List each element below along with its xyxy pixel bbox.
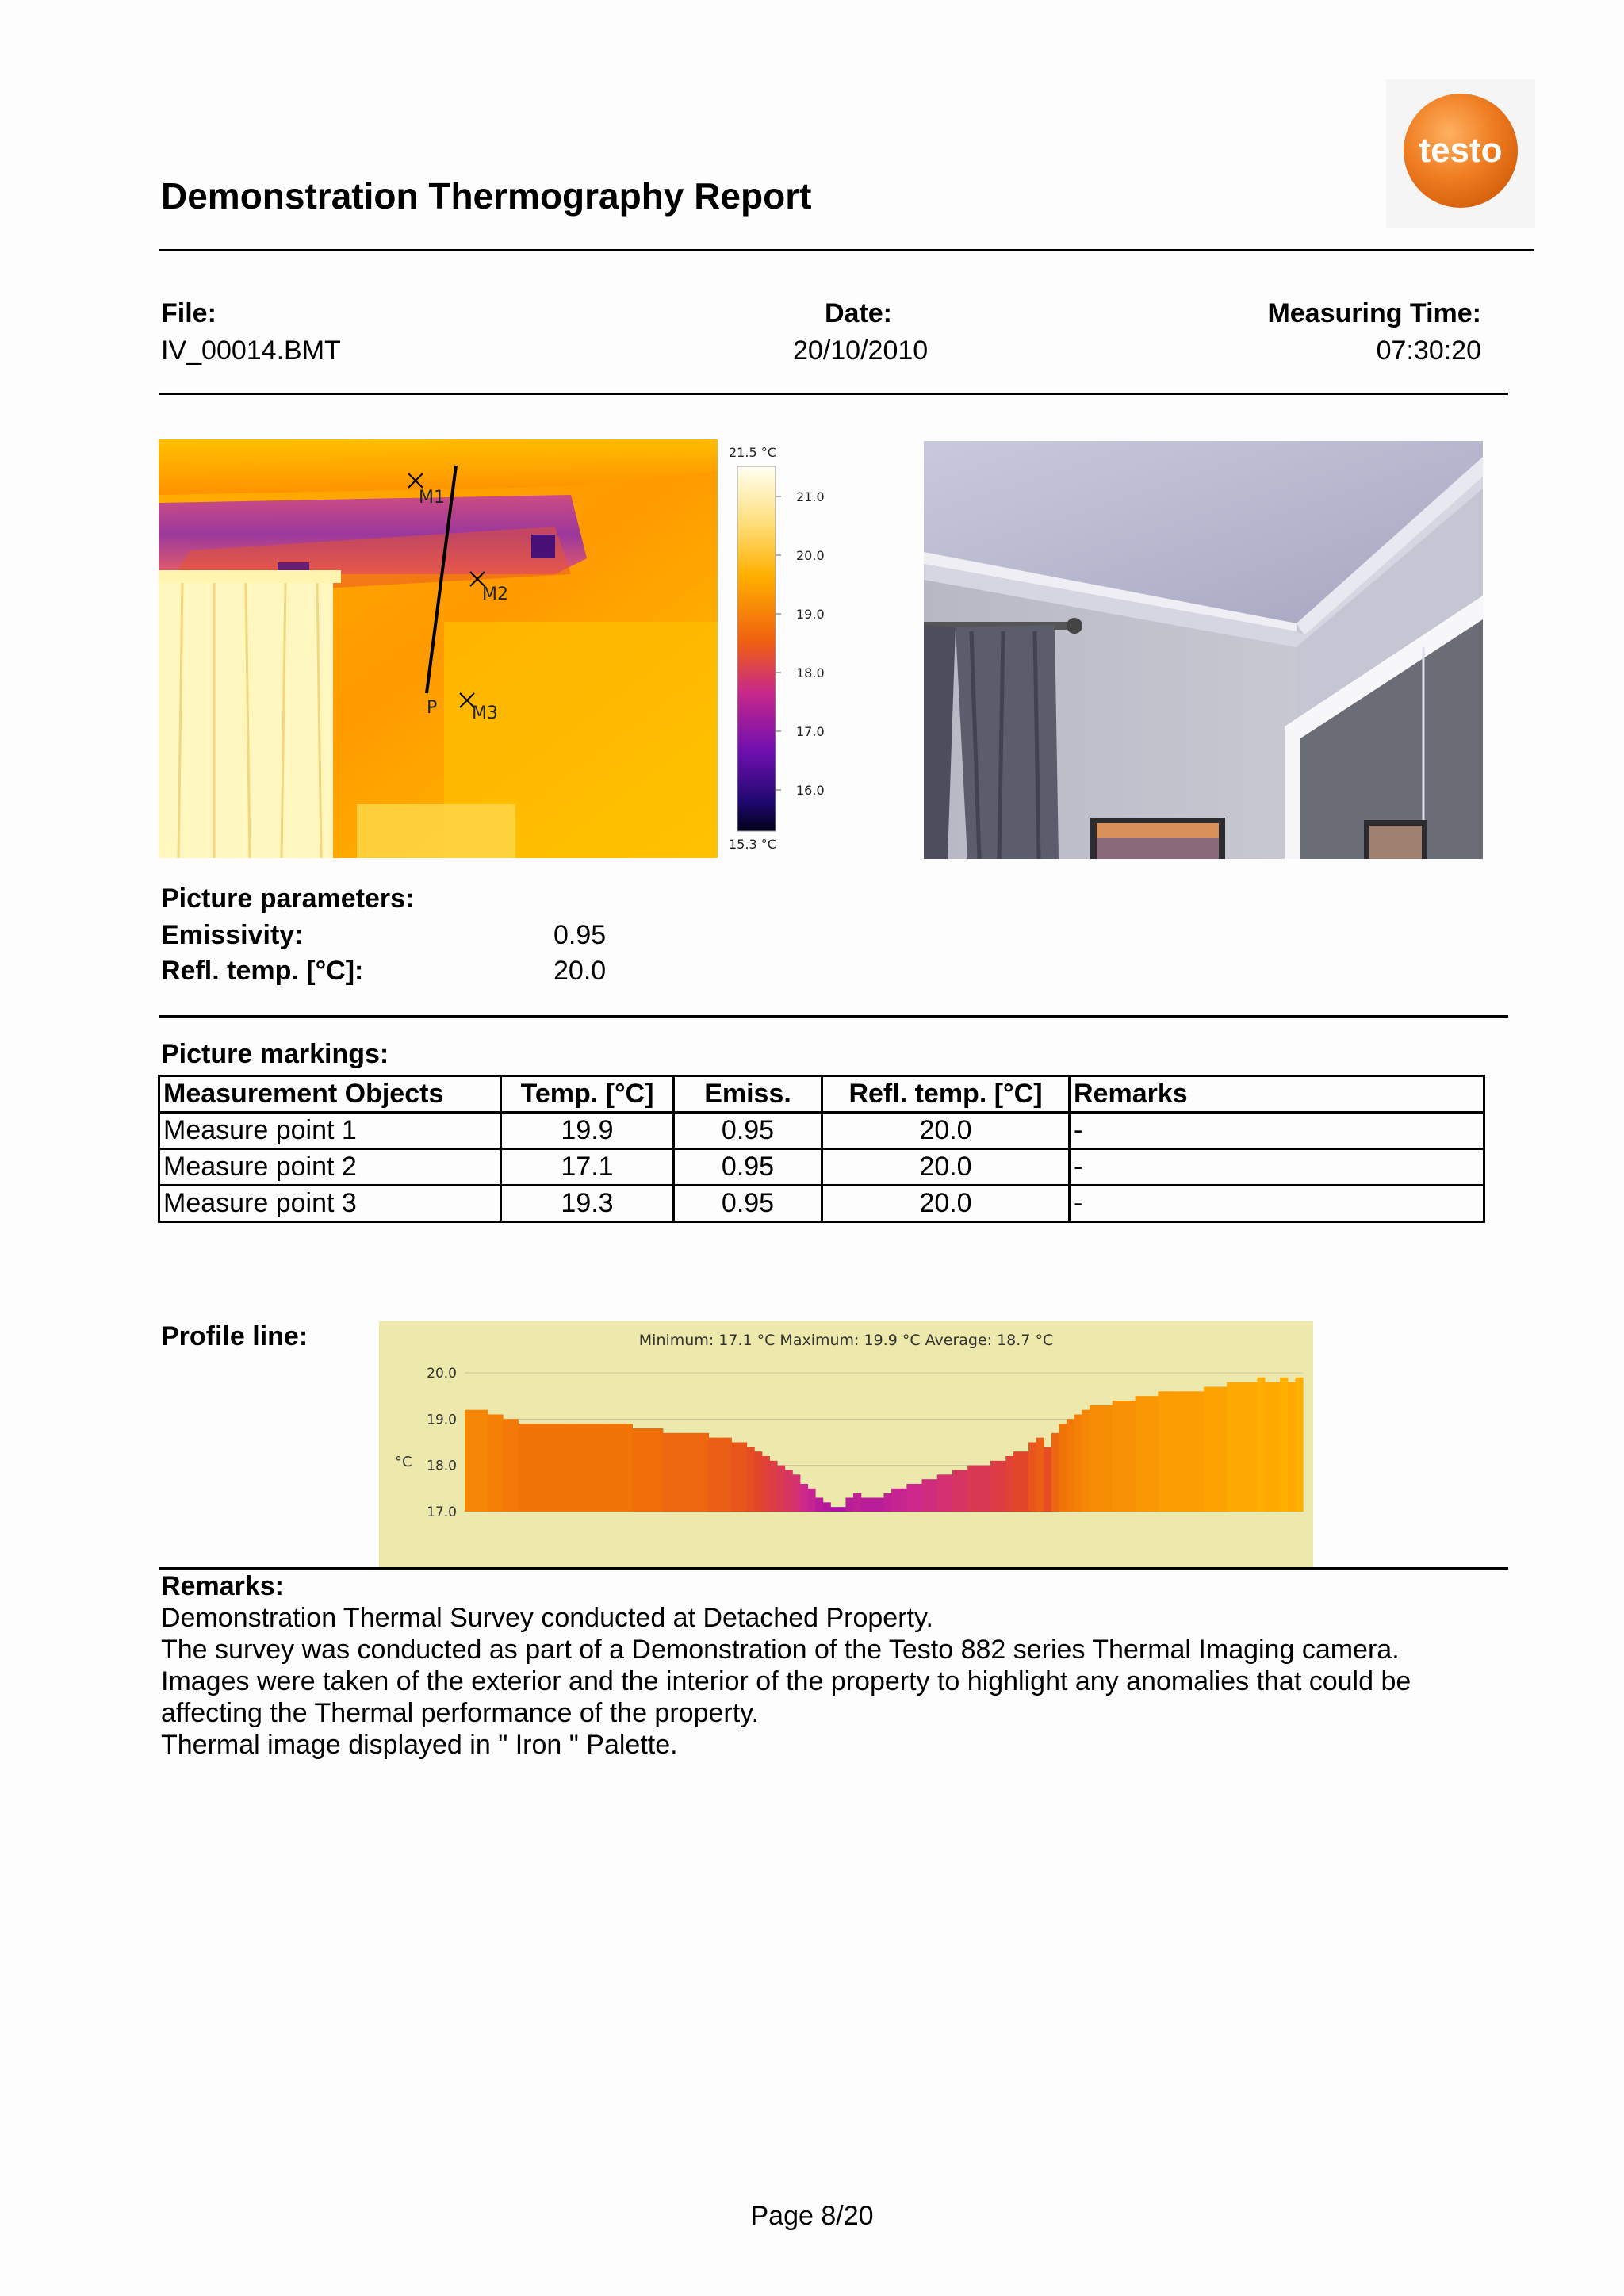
file-label: File: (161, 298, 216, 328)
markings-heading: Picture markings: (161, 1039, 389, 1069)
table-row (159, 1149, 1484, 1186)
profile-bar (678, 1433, 686, 1512)
profile-bar (876, 1498, 884, 1512)
scale-tick-16: 16.0 (796, 783, 825, 798)
profile-chart (379, 1321, 1313, 1567)
row3-emiss: 0.95 (674, 1186, 822, 1222)
file-value: IV_00014.BMT (161, 335, 341, 366)
profile-bar (1120, 1401, 1128, 1512)
date-label: Date: (824, 298, 893, 328)
remarks-line: The survey was conducted as part of a Demonstration of the Testo 882 series Thermal Imaging camera. (161, 1635, 1400, 1665)
table-row (159, 1113, 1484, 1149)
profile-bar (1273, 1382, 1281, 1512)
markings-table (158, 1075, 1485, 1223)
col-refl: Refl. temp. [°C] (822, 1076, 1070, 1113)
row1-object: Measure point 1 (159, 1113, 501, 1149)
chart-summary: Minimum: 17.1 °C Maximum: 19.9 °C Average: 18.7 °C (638, 1332, 1054, 1349)
profile-bar (1288, 1382, 1296, 1512)
color-scale (718, 439, 829, 858)
profile-bar (777, 1466, 785, 1512)
date-block (793, 298, 929, 366)
profile-bar (564, 1424, 572, 1512)
emissivity-label: Emissivity: (161, 920, 304, 950)
profile-bar (1265, 1382, 1273, 1512)
profile-bar (914, 1484, 922, 1512)
profile-bar (610, 1424, 618, 1512)
profile-bar (1036, 1438, 1044, 1512)
profile-bar (670, 1433, 678, 1512)
profile-bar (1074, 1415, 1082, 1512)
scale-tick-20: 20.0 (796, 548, 825, 563)
profile-bar (1166, 1391, 1174, 1512)
meta-rule (159, 393, 1508, 395)
col-temp: Temp. [°C] (501, 1076, 674, 1113)
profile-bar (800, 1484, 808, 1512)
row1-refl: 20.0 (822, 1113, 1070, 1149)
profile-bar (747, 1447, 755, 1512)
scale-tick-19: 19.0 (796, 607, 825, 622)
y-tick-label: 18.0 (427, 1458, 457, 1474)
scale-max-label: 21.5 °C (729, 445, 776, 460)
profile-bar (1044, 1447, 1051, 1512)
time-value: 07:30:20 (1376, 335, 1481, 366)
y-tick-label: 19.0 (427, 1412, 457, 1428)
row3-temp: 19.3 (501, 1186, 674, 1222)
profile-bar (1235, 1382, 1243, 1512)
profile-bar (830, 1507, 838, 1512)
profile-bar (1219, 1387, 1227, 1512)
profile-bar (625, 1424, 633, 1512)
profile-bar (617, 1424, 625, 1512)
profile-bar (815, 1498, 823, 1512)
testo-logo (1386, 79, 1535, 228)
profile-bar (838, 1507, 846, 1512)
profile-bar (731, 1443, 739, 1512)
remarks-block (161, 1570, 1509, 1761)
scale-tick-18: 18.0 (796, 665, 825, 680)
time-block (1267, 298, 1481, 366)
page-number: Page 8/20 (750, 2201, 874, 2231)
profile-bar (891, 1489, 899, 1512)
col-objects: Measurement Objects (159, 1076, 501, 1113)
header-rule (159, 249, 1534, 251)
profile-bar (518, 1424, 526, 1512)
y-tick-label: 17.0 (427, 1504, 457, 1520)
row3-remarks: - (1070, 1186, 1484, 1222)
profile-bar (960, 1470, 968, 1512)
thermal-image (159, 439, 718, 858)
scale-min-label: 15.3 °C (729, 837, 776, 852)
remarks-heading: Remarks: (161, 1571, 284, 1601)
profile-bar (465, 1410, 473, 1512)
profile-bar (572, 1424, 580, 1512)
profile-bar (762, 1456, 770, 1512)
row2-remarks: - (1070, 1149, 1484, 1186)
profile-bar (480, 1410, 488, 1512)
profile-bar (693, 1433, 701, 1512)
profile-bar (937, 1474, 945, 1512)
profile-bar (1028, 1443, 1036, 1512)
profile-bar (1136, 1396, 1143, 1512)
profile-bar (594, 1424, 602, 1512)
profile-bar (1189, 1391, 1197, 1512)
profile-bar (944, 1474, 952, 1512)
profile-bar (769, 1461, 777, 1512)
profile-bar (1013, 1451, 1021, 1512)
profile-bar (511, 1419, 519, 1512)
report-title: Demonstration Thermography Report (161, 175, 812, 217)
profile-bar (587, 1424, 595, 1512)
profile-bar (602, 1424, 610, 1512)
profile-bar (929, 1479, 937, 1512)
profile-bar (526, 1424, 534, 1512)
profile-bar (823, 1502, 831, 1512)
profile-bar (982, 1466, 990, 1512)
profile-bar (975, 1466, 983, 1512)
profile-bar (1067, 1419, 1074, 1512)
visual-photo (924, 441, 1483, 859)
profile-bar (1242, 1382, 1250, 1512)
profile-bar (845, 1498, 853, 1512)
logo-text: testo (1419, 131, 1503, 170)
row2-emiss: 0.95 (674, 1149, 822, 1186)
profile-bar (1181, 1391, 1189, 1512)
profile-bar (686, 1433, 694, 1512)
profile-label: Profile line: (161, 1321, 308, 1351)
profile-bar (1151, 1396, 1159, 1512)
time-label: Measuring Time: (1267, 298, 1481, 328)
profile-bar (785, 1470, 793, 1512)
profile-bar (495, 1415, 503, 1512)
remarks-line: Thermal image displayed in " Iron " Palette. (161, 1730, 678, 1760)
profile-bar (1250, 1382, 1258, 1512)
profile-bar (1227, 1382, 1235, 1512)
profile-bar (884, 1493, 892, 1512)
profile-bar (701, 1433, 709, 1512)
profile-bar (853, 1493, 861, 1512)
parameters-heading: Picture parameters: (161, 884, 415, 914)
profile-bar (899, 1489, 907, 1512)
date-value: 20/10/2010 (793, 335, 929, 366)
profile-bar (868, 1498, 876, 1512)
profile-bar (1204, 1387, 1212, 1512)
profile-bar (807, 1489, 815, 1512)
emissivity-value: 0.95 (553, 920, 607, 950)
profile-bar (906, 1484, 914, 1512)
row2-temp: 17.1 (501, 1149, 674, 1186)
profile-bar (1082, 1410, 1090, 1512)
profile-bar (663, 1433, 671, 1512)
profile-bar (754, 1451, 762, 1512)
profile-bar (792, 1474, 800, 1512)
profile-bar (1280, 1378, 1288, 1512)
remarks-line: affecting the Thermal performance of the property. (161, 1698, 760, 1728)
file-block (161, 298, 341, 366)
profile-bar (541, 1424, 549, 1512)
profile-bar (1059, 1424, 1067, 1512)
profile-bar (998, 1461, 1006, 1512)
refl-temp-label: Refl. temp. [°C]: (161, 956, 364, 986)
profile-bar (1143, 1396, 1151, 1512)
profile-bar (739, 1443, 747, 1512)
row1-temp: 19.9 (501, 1113, 674, 1149)
remarks-line: Images were taken of the exterior and the interior of the property to highlight any anomalies that could be (161, 1666, 1411, 1696)
row1-emiss: 0.95 (674, 1113, 822, 1149)
scale-tick-17: 17.0 (796, 724, 825, 739)
marker-m1: M1 (419, 488, 445, 508)
chart-y-unit: °C (395, 1454, 412, 1470)
remarks-line: Demonstration Thermal Survey conducted at Detached Property. (161, 1603, 933, 1633)
profile-rule (159, 1567, 1508, 1570)
parameters-rule (159, 1015, 1508, 1018)
profile-bar (488, 1415, 496, 1512)
col-emiss: Emiss. (674, 1076, 822, 1113)
marker-p: P (427, 698, 438, 718)
profile-bar (1051, 1433, 1059, 1512)
profile-bar (1005, 1456, 1013, 1512)
profile-bar (503, 1419, 511, 1512)
profile-bar (1021, 1451, 1028, 1512)
profile-bar (1158, 1391, 1166, 1512)
profile-bar (655, 1428, 663, 1512)
profile-bar (708, 1438, 716, 1512)
row3-object: Measure point 3 (159, 1186, 501, 1222)
profile-bar (1295, 1378, 1303, 1512)
profile-bar (861, 1498, 869, 1512)
row1-remarks: - (1070, 1113, 1484, 1149)
profile-bar (1105, 1405, 1113, 1512)
col-remarks: Remarks (1070, 1076, 1484, 1113)
y-tick-label: 20.0 (427, 1366, 457, 1382)
scale-tick-21: 21.0 (796, 489, 825, 504)
table-row (159, 1186, 1484, 1222)
row2-object: Measure point 2 (159, 1149, 501, 1186)
profile-bar (724, 1438, 732, 1512)
profile-bar (990, 1461, 998, 1512)
profile-bar (533, 1424, 541, 1512)
row2-refl: 20.0 (822, 1149, 1070, 1186)
profile-bar (1174, 1391, 1182, 1512)
profile-bar (1097, 1405, 1105, 1512)
profile-bar (1257, 1378, 1265, 1512)
profile-bar (632, 1428, 640, 1512)
profile-bar (556, 1424, 564, 1512)
profile-bar (549, 1424, 557, 1512)
profile-bar (579, 1424, 587, 1512)
profile-bar (648, 1428, 656, 1512)
profile-bar (922, 1479, 930, 1512)
row3-refl: 20.0 (822, 1186, 1070, 1222)
profile-bar (640, 1428, 648, 1512)
profile-bar (1113, 1401, 1120, 1512)
marker-m3: M3 (472, 703, 498, 723)
profile-bar (716, 1438, 724, 1512)
marker-m2: M2 (482, 585, 508, 604)
profile-bar (1090, 1405, 1097, 1512)
table-header-row (159, 1076, 1484, 1113)
profile-bar (967, 1466, 975, 1512)
profile-bar (1196, 1391, 1204, 1512)
profile-bar (952, 1470, 960, 1512)
profile-bar (1128, 1401, 1136, 1512)
profile-bar (1212, 1387, 1220, 1512)
refl-temp-value: 20.0 (553, 956, 607, 986)
profile-bar (473, 1410, 481, 1512)
